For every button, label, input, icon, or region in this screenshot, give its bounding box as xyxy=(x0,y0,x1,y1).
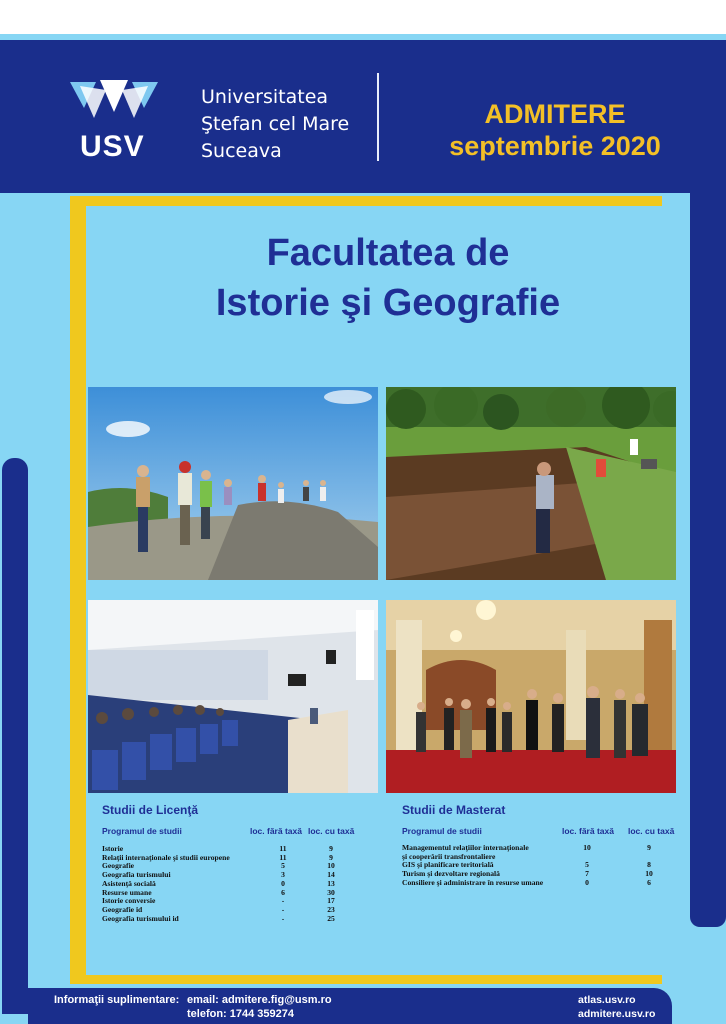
paid-places: 9 xyxy=(329,844,333,853)
program-name: Istorie xyxy=(102,844,124,853)
free-places: 11 xyxy=(279,844,287,853)
free-places: - xyxy=(281,904,285,914)
table-row xyxy=(102,888,346,897)
university-name-line: Ştefan cel Mare xyxy=(201,113,350,135)
free-places: 11 xyxy=(279,852,287,862)
program-name: Managementul relaţiilor internaţionale xyxy=(402,843,529,852)
free-places: 0 xyxy=(585,877,589,887)
university-name-line: Universitatea xyxy=(201,86,329,108)
paid-places: 8 xyxy=(647,860,651,870)
table-row xyxy=(102,870,346,879)
program-name: Asistenţă socială xyxy=(102,878,156,888)
program-name: Istorie conversie xyxy=(102,896,156,906)
paid-places: 17 xyxy=(327,896,335,906)
free-places: 7 xyxy=(585,869,589,879)
mud-volcano-field-trip-photo xyxy=(88,387,378,580)
paid-places: 13 xyxy=(327,878,335,888)
table-row xyxy=(402,878,664,887)
free-places: 3 xyxy=(281,870,285,880)
logo-text: USV xyxy=(80,130,145,163)
footer-website-admitere[interactable]: admitere.usv.ro xyxy=(578,1008,656,1020)
free-places: - xyxy=(281,913,285,923)
university-name-line: Suceava xyxy=(201,140,282,162)
paid-places: 10 xyxy=(327,861,335,871)
yellow-frame-left xyxy=(70,198,86,984)
paid-places: 23 xyxy=(327,904,335,914)
left-blue-accent xyxy=(2,458,28,1014)
licenta-col-program: Programul de studii xyxy=(102,826,182,836)
master-col-free: loc. fără taxă xyxy=(562,826,614,836)
table-row xyxy=(402,843,664,852)
free-places: 10 xyxy=(583,843,591,852)
licenta-title: Studii de Licenţă xyxy=(102,803,199,817)
table-row xyxy=(102,914,346,923)
program-name: Resurse umane xyxy=(102,887,152,897)
table-row xyxy=(102,861,346,870)
faculty-title xyxy=(86,228,690,328)
faculty-title-line: Istorie şi Geografie xyxy=(215,282,561,324)
program-name: Geografie xyxy=(102,861,135,871)
header-divider xyxy=(377,73,379,161)
licenta-col-paid: loc. cu taxă xyxy=(308,826,355,836)
program-name: Consiliere şi administrare în resurse umane xyxy=(402,877,544,887)
master-col-program: Programul de studii xyxy=(402,826,482,836)
footer-email[interactable]: email: admitere.fig@usm.ro xyxy=(187,994,332,1006)
paid-places: 9 xyxy=(647,843,651,852)
table-row xyxy=(402,852,664,861)
free-places: 6 xyxy=(281,887,285,897)
admission-heading xyxy=(410,98,700,162)
archaeological-excavation-photo xyxy=(386,387,676,580)
paid-places: 9 xyxy=(329,852,333,862)
footer-website-atlas[interactable]: atlas.usv.ro xyxy=(578,994,636,1006)
footer-phone: telefon: 1744 359274 xyxy=(187,1008,295,1020)
licenta-col-free: loc. fără taxă xyxy=(250,826,302,836)
program-name: Geografia turismului id xyxy=(102,913,179,923)
admission-line: septembrie 2020 xyxy=(449,131,661,161)
free-places: 5 xyxy=(281,861,285,871)
free-places: - xyxy=(281,896,285,906)
table-row xyxy=(102,896,346,905)
program-name: şi cooperării transfrontaliere xyxy=(402,851,496,861)
faculty-title-line: Facultatea de xyxy=(266,232,510,274)
footer-label: Informaţii suplimentare: xyxy=(54,994,180,1006)
paid-places: 6 xyxy=(647,877,651,887)
table-row xyxy=(102,853,346,862)
table-row xyxy=(402,860,664,869)
right-blue-accent xyxy=(690,190,726,927)
table-row xyxy=(102,905,346,914)
table-row xyxy=(102,879,346,888)
table-row xyxy=(402,869,664,878)
program-name: Geografia turismului xyxy=(102,870,171,880)
university-name xyxy=(201,84,349,165)
admission-line: ADMITERE xyxy=(484,99,626,129)
paid-places: 10 xyxy=(645,869,653,879)
program-name: Relaţii internaţionale şi studii europene xyxy=(102,852,230,862)
paid-places: 25 xyxy=(327,913,335,923)
lecture-hall-photo xyxy=(88,600,378,793)
paid-places: 30 xyxy=(327,887,335,897)
yellow-frame-bottom xyxy=(70,975,662,984)
program-name: Geografie id xyxy=(102,904,143,914)
master-col-paid: loc. cu taxă xyxy=(628,826,675,836)
free-places: 0 xyxy=(281,878,285,888)
master-title: Studii de Masterat xyxy=(402,803,506,817)
free-places: 5 xyxy=(585,860,589,870)
paid-places: 14 xyxy=(327,870,335,880)
palace-hall-visit-photo xyxy=(386,600,676,793)
top-white-band xyxy=(0,0,726,34)
table-row xyxy=(102,844,346,853)
program-name: Turism şi dezvoltare regională xyxy=(402,869,500,879)
yellow-frame-top xyxy=(70,196,662,206)
program-name: GIS şi planificare teritorială xyxy=(402,860,494,870)
